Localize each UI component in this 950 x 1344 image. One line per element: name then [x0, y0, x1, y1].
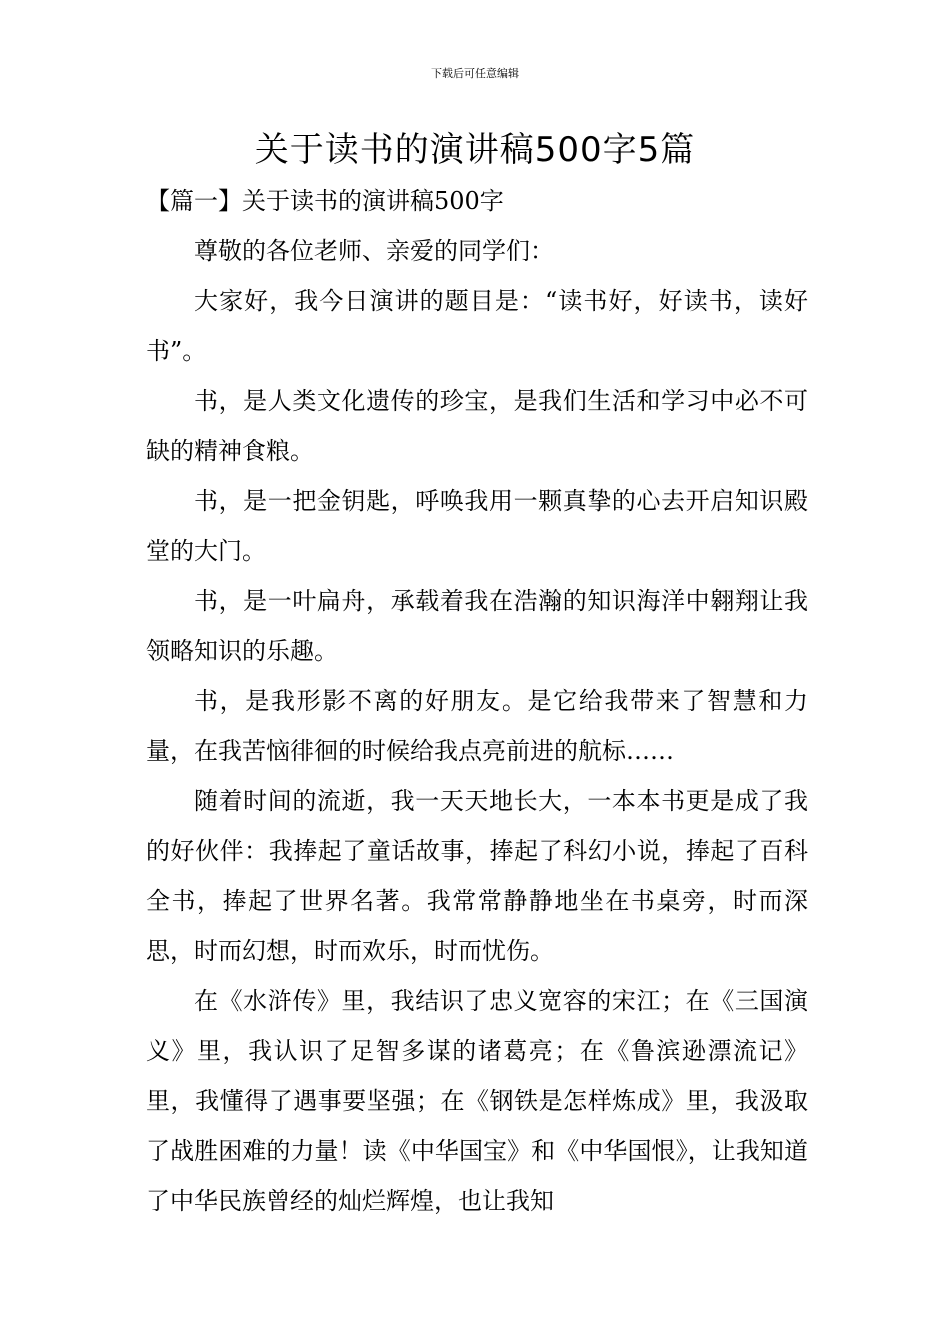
page-header: 下载后可任意编辑	[431, 67, 519, 80]
paragraph: 书，是人类文化遗传的珍宝，是我们生活和学习中必不可缺的精神食粮。	[146, 387, 808, 465]
paragraph: 在《水浒传》里，我结识了忠义宽容的宋江；在《三国演义》里，我认识了足智多谋的诸葛亮；在《鲁滨逊漂流记》里，我懂得了遇事要坚强；在《钢铁是怎样炼成》里，我汲取了战胜困难的力量！读《中华国宝》和《中华国恨》，让我知道了中华民族曾经的灿烂辉煌，也让我知	[146, 987, 808, 1215]
section-heading: 【篇一】关于读书的演讲稿500字	[146, 187, 504, 215]
paragraph-intro: 大家好，我今日演讲的题目是：“读书好，好读书，读好书”。	[146, 287, 808, 365]
paragraph: 书，是我形影不离的好朋友。是它给我带来了智慧和力量，在我苦恼徘徊的时候给我点亮前进的航标……	[146, 687, 808, 765]
paragraph-greeting: 尊敬的各位老师、亲爱的同学们：	[194, 237, 554, 265]
paragraph: 随着时间的流逝，我一天天地长大，一本本书更是成了我的好伙伴：我捧起了童话故事，捧起了科幻小说，捧起了百科全书，捧起了世界名著。我常常静静地坐在书桌旁，时而深思，时而幻想，时而欢乐，时而忧伤。	[146, 787, 808, 965]
paragraph: 书，是一叶扁舟，承载着我在浩瀚的知识海洋中翱翔让我领略知识的乐趣。	[146, 587, 808, 665]
document-title: 关于读书的演讲稿500字5篇	[254, 130, 696, 170]
document-body	[146, 176, 808, 1226]
paragraph: 书，是一把金钥匙，呼唤我用一颗真挚的心去开启知识殿堂的大门。	[146, 487, 808, 565]
